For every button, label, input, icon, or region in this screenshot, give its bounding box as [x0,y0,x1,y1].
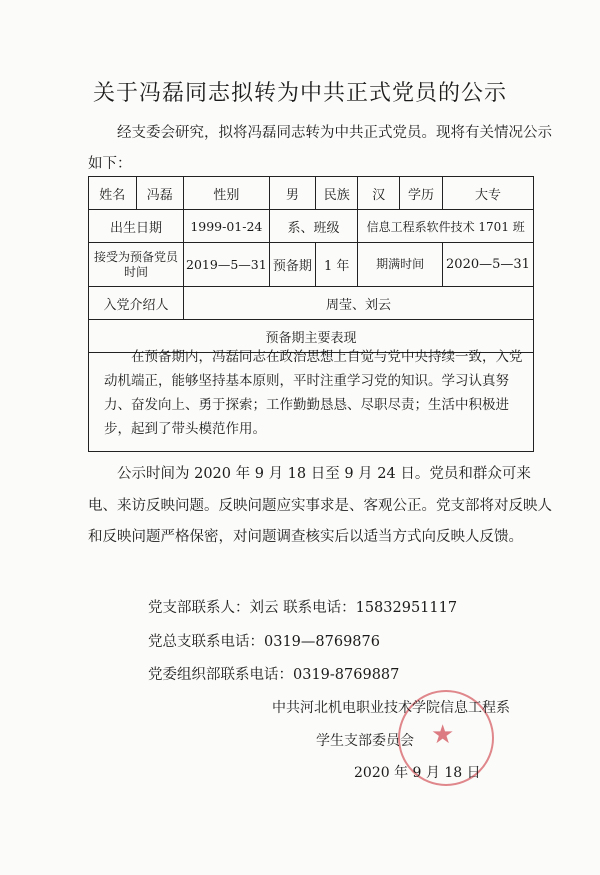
label-introducer: 入党介绍人 [89,287,184,320]
table-row [89,243,534,287]
value-birthdate: 1999-01-24 [184,210,270,243]
value-introducer: 周莹、刘云 [184,287,534,320]
value-education: 大专 [442,177,533,210]
value-expiry: 2020—5—31 [442,243,533,287]
label-expiry: 期满时间 [358,243,443,287]
seal-star-icon: ★ [431,720,455,750]
value-gender: 男 [269,177,315,210]
label-class: 系、班级 [269,210,358,243]
section-heading-performance: 预备期主要表现 [89,320,534,353]
value-name: 冯磊 [136,177,184,210]
table-row [89,177,534,210]
publicity-paragraph: 公示时间为 2020 年 9 月 18 日至 9 月 24 日。党员和群众可来电、来访反映问题。反映问题应实事求是、客观公正。党支部将对反映人和反映问题严格保密，对问题调查核实后以适当方式向反映人反馈。 [88,466,552,545]
value-probation-period: 1 年 [316,243,358,287]
label-probation-start: 接受为预备党员时间 [89,243,184,287]
table-row [89,287,534,320]
label-gender: 性别 [184,177,270,210]
table-row [89,210,534,243]
page-title: 关于冯磊同志拟转为中共正式党员的公示 [92,81,507,106]
general-branch-phone: 党总支联系电话：0319—8769876 [148,634,380,650]
intro-paragraph: 经支委会研究，拟将冯磊同志转为中共正式党员。现将有关情况公示如下： [88,125,552,172]
signature-date: 2020 年 9 月 18 日 [354,765,481,781]
value-class: 信息工程系软件技术 1701 班 [358,210,534,243]
value-probation-start: 2019—5—31 [184,243,270,287]
label-probation-period: 预备期 [269,243,315,287]
org-dept-phone: 党委组织部联系电话：0319-8769887 [148,667,400,683]
performance-text: 在预备期内，冯磊同志在政治思想上自觉与党中央持续一致，入党动机端正，能够坚持基本原则，平时注重学习党的知识。学习认真努力、奋发向上、勇于探索；工作勤勤恳恳、尽职尽责；生活中积极进步，起到了带头模范作用。 [104,349,523,437]
label-name: 姓名 [89,177,137,210]
branch-contact: 党支部联系人：刘云 联系电话：15832951117 [148,600,458,616]
label-education: 学历 [400,177,443,210]
value-ethnicity: 汉 [358,177,400,210]
signature-org: 中共河北机电职业技术学院信息工程系 [272,700,510,716]
info-table [88,176,534,353]
label-birthdate: 出生日期 [89,210,184,243]
signature-committee: 学生支部委员会 [316,733,414,749]
label-ethnicity: 民族 [316,177,358,210]
